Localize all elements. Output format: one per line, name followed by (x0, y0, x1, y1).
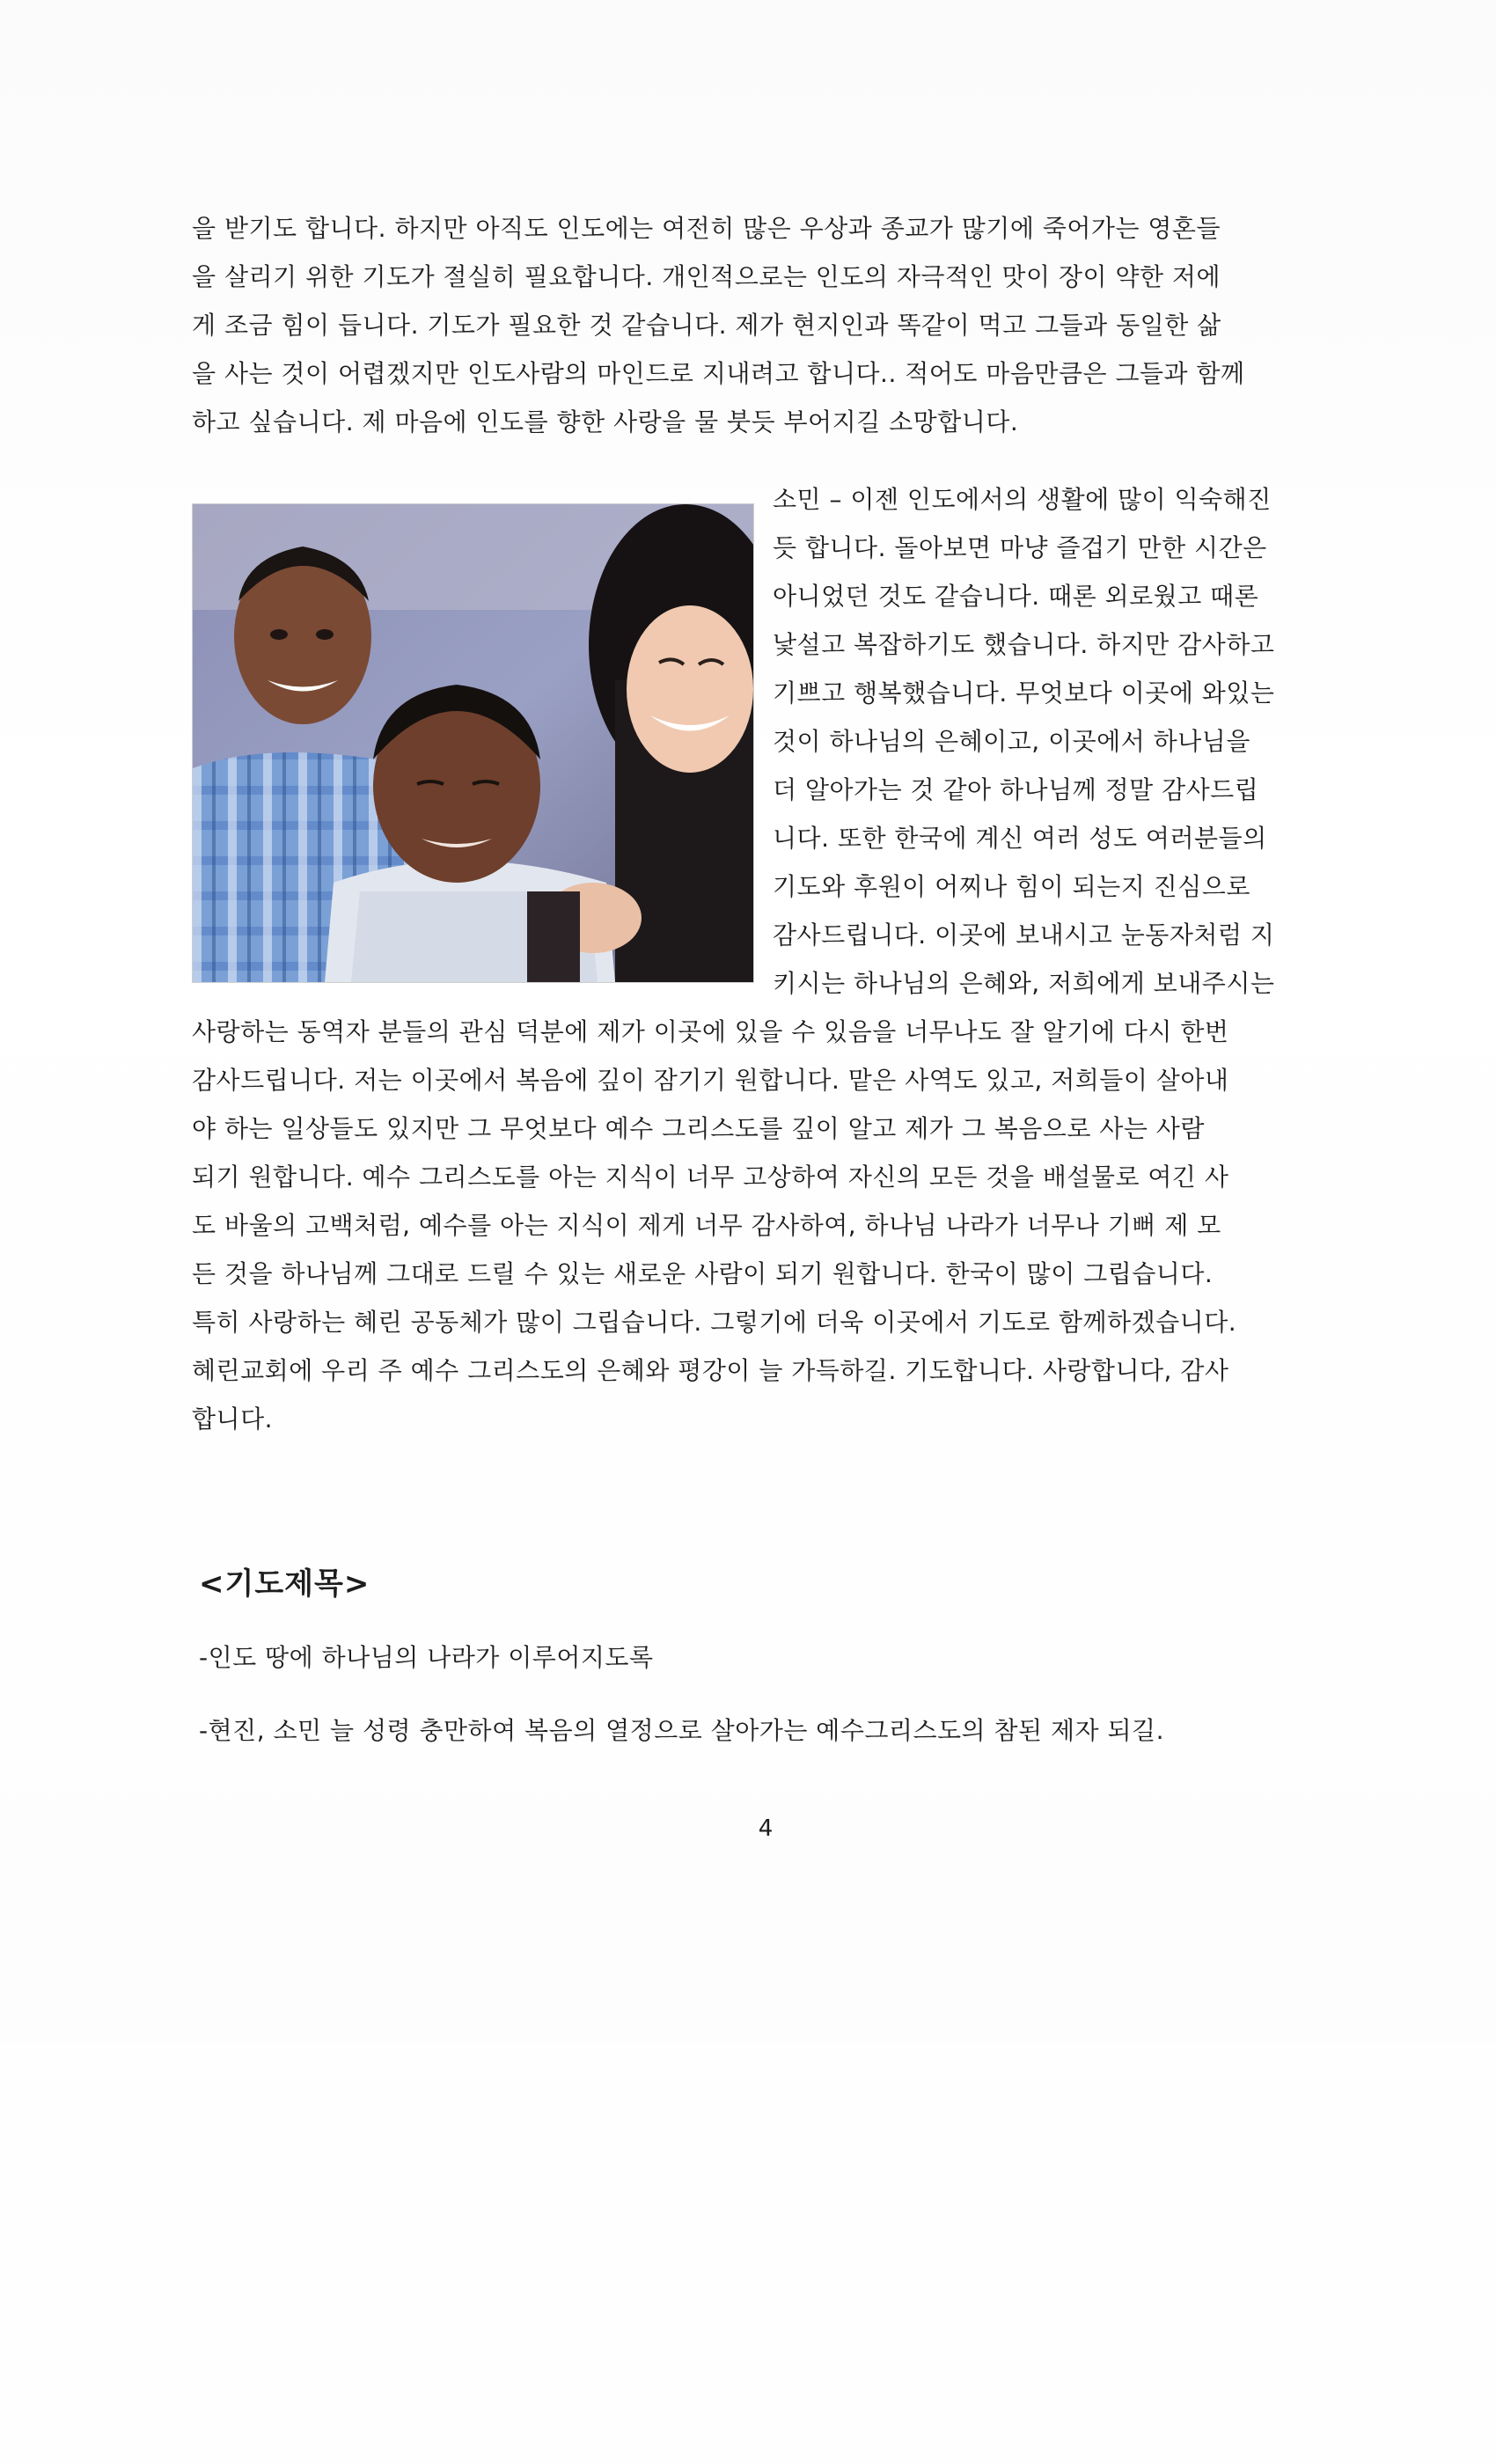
text-line: 을 살리기 위한 기도가 절실히 필요합니다. 개인적으로는 인도의 자극적인 맛이 장이 약한 저에 (192, 262, 1221, 291)
text-line: 감사드립니다. 저는 이곳에서 복음에 깊이 잠기기 원합니다. 맡은 사역도 있고, 저희들이 살아내 (192, 1066, 1229, 1095)
paragraph-1 (192, 204, 1318, 446)
text-line: 것이 하나님의 은혜이고, 이곳에서 하나님을 (773, 727, 1250, 756)
text-line: 을 사는 것이 어렵겠지만 인도사람의 마인드로 지내려고 합니다.. 적어도 마음만큼은 그들과 함께 (192, 359, 1245, 388)
photo-children-and-woman (192, 503, 754, 983)
text-line: 아니었던 것도 같습니다. 때론 외로웠고 때론 (773, 582, 1259, 611)
text-line: 기도와 후원이 어찌나 힘이 되는지 진심으로 (773, 872, 1250, 901)
text-line: 특히 사랑하는 혜린 공동체가 많이 그립습니다. 그렇기에 더욱 이곳에서 기도로 함께하겠습니다. (192, 1308, 1237, 1337)
text-line: 합니다. (192, 1404, 274, 1434)
text-line: 더 알아가는 것 같아 하나님께 정말 감사드립 (773, 775, 1259, 804)
paragraph-2-continued (192, 1008, 1318, 1443)
text-line: 하고 싶습니다. 제 마음에 인도를 향한 사랑을 물 붓듯 부어지길 소망합니다. (192, 407, 1019, 436)
prayer-section-title: <기도제목> (199, 1566, 370, 1602)
text-line: 사랑하는 동역자 분들의 관심 덕분에 제가 이곳에 있을 수 있음을 너무나도 잘 알기에 다시 한번 (192, 1017, 1229, 1046)
text-line: 소민 – 이젠 인도에서의 생활에 많이 익숙해진 (773, 485, 1272, 514)
text-line: 키시는 하나님의 은혜와, 저희에게 보내주시는 (773, 969, 1275, 998)
prayer-item: -현진, 소민 늘 성령 충만하여 복음의 열정으로 살아가는 예수그리스도의 참된 제자 되길. (199, 1716, 1164, 1745)
text-line: 혜린교회에 우리 주 예수 그리스도의 은혜와 평강이 늘 가득하길. 기도합니다. 사랑합니다, 감사 (192, 1356, 1229, 1385)
page-number: 4 (758, 1815, 774, 1842)
text-line: 니다. 또한 한국에 계신 여러 성도 여러분들의 (773, 824, 1267, 853)
text-line: 되기 원합니다. 예수 그리스도를 아는 지식이 너무 고상하여 자신의 모든 것을 배설물로 여긴 사 (192, 1162, 1229, 1192)
text-line: 을 받기도 합니다. 하지만 아직도 인도에는 여전히 많은 우상과 종교가 많기에 죽어가는 영혼들 (192, 214, 1221, 243)
text-line: 든 것을 하나님께 그대로 드릴 수 있는 새로운 사람이 되기 원합니다. 한국이 많이 그립습니다. (192, 1259, 1214, 1288)
text-line: 도 바울의 고백처럼, 예수를 아는 지식이 제게 너무 감사하여, 하나님 나라가 너무나 기뻐 제 모 (192, 1211, 1221, 1240)
text-line: 감사드립니다. 이곳에 보내시고 눈동자처럼 지 (773, 920, 1275, 950)
text-line: 기쁘고 행복했습니다. 무엇보다 이곳에 와있는 (773, 678, 1275, 708)
text-line: 낯설고 복잡하기도 했습니다. 하지만 감사하고 (773, 630, 1275, 659)
text-line: 듯 합니다. 돌아보면 마냥 즐겁기 만한 시간은 (773, 533, 1267, 562)
paragraph-2-beside-photo (773, 475, 1318, 1008)
text-line: 야 하는 일상들도 있지만 그 무엇보다 예수 그리스도를 깊이 알고 제가 그 복음으로 사는 사람 (192, 1114, 1205, 1143)
text-line: 게 조금 힘이 듭니다. 기도가 필요한 것 같습니다. 제가 현지인과 똑같이 먹고 그들과 동일한 삶 (192, 311, 1221, 340)
prayer-item: -인도 땅에 하나님의 나라가 이루어지도록 (199, 1643, 654, 1672)
